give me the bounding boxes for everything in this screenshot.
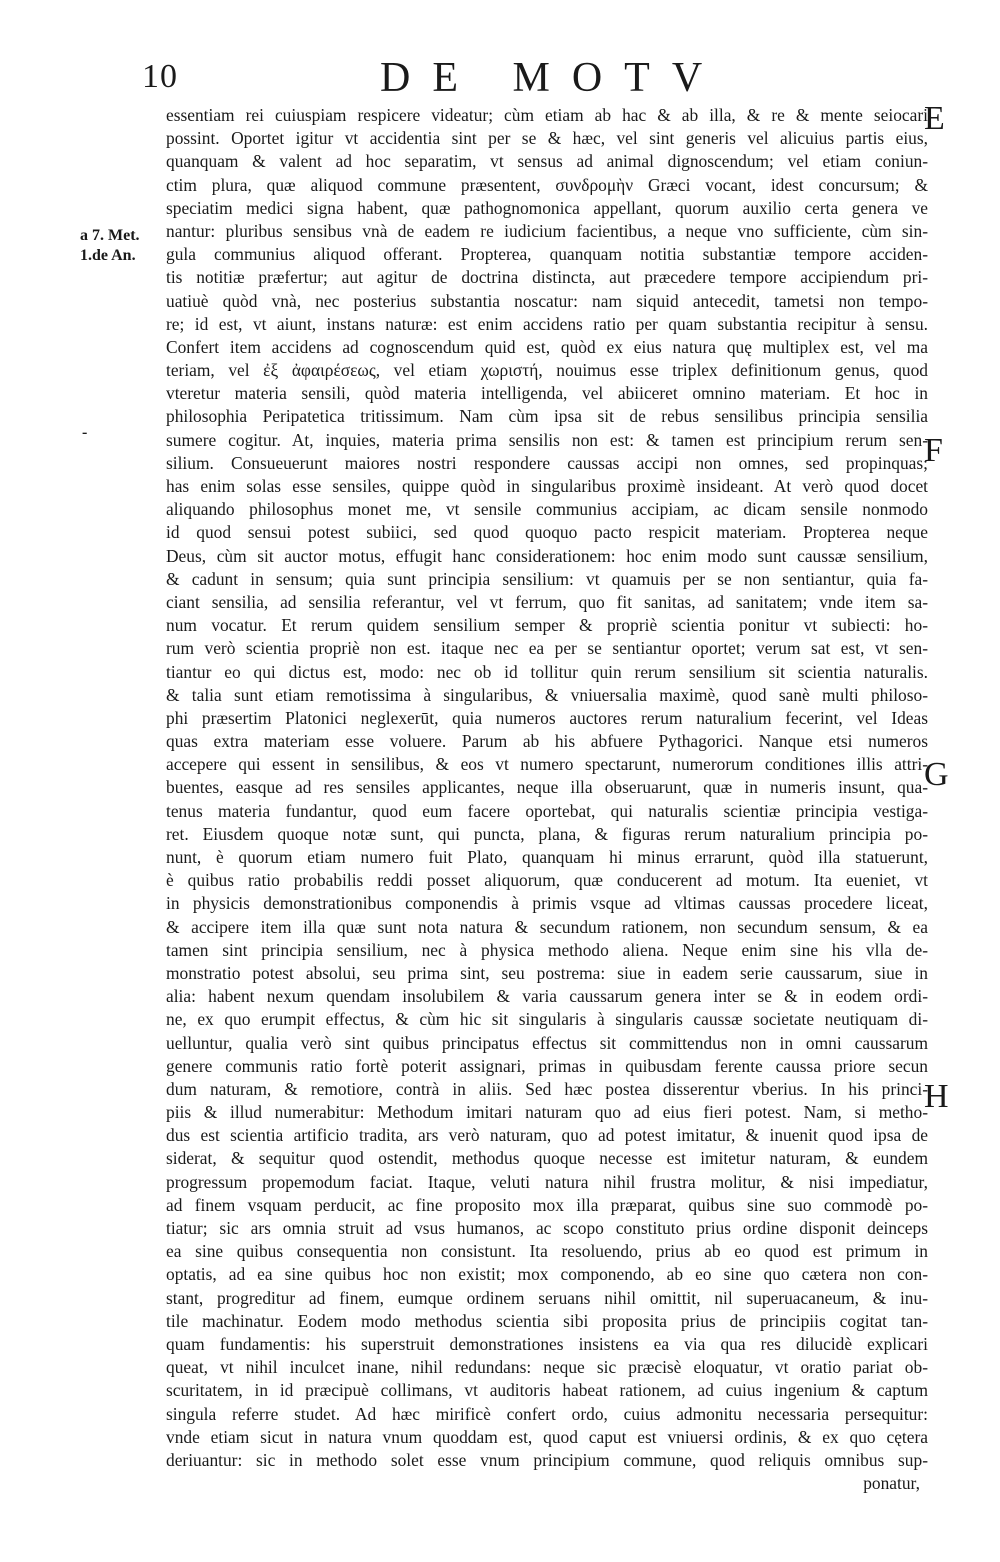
text-line: teriam, vel ἐξ ἀφαιρέσεως, vel etiam χωριστή, nouimus esse triplex definitionum genus, quod xyxy=(166,360,928,381)
text-line: re; id est, vt aiunt, instans naturæ: est enim accidens ratio per quam substantia recipitur à sensu. xyxy=(166,313,928,334)
text-line: progressum propemodum faciat. Itaque, veluti natura nihil frustra molitur, & nisi impediatur, xyxy=(166,1171,928,1192)
text-line: tile machinatur. Eodem modo methodus scientia sibi proposita prius de principiis cogitat tan- xyxy=(166,1310,928,1331)
text-line: vnde etiam sicut in natura vnum quoddam est, quod caput est vniuersi ordinis, & ex quo cętera xyxy=(166,1426,928,1447)
margin-note: 1.de An. xyxy=(80,247,136,264)
page-number: 10 xyxy=(142,58,178,95)
text-line: silium. Consueuerunt maiores nostri respondere caussas accipi non omnes, sed propinquas; xyxy=(166,452,928,473)
text-line: gula communius aliquod offerant. Propterea, quanquam notitia substantiæ tempore acciden- xyxy=(166,244,928,265)
text-line: & talia sunt etiam remotissima à singularibus, & vniuersalia maximè, quod sanè multi philoso- xyxy=(166,684,928,705)
body-text xyxy=(166,104,928,1495)
section-marker-e: E xyxy=(924,100,945,137)
text-line: has enim solas esse sensiles, quippe quòd in singularibus proximè insideant. At verò quod docet xyxy=(166,476,928,496)
text-line: ne, ex quo erumpit effectus, & cùm hic sit singularis à singularis caussæ societate neutiquam di- xyxy=(166,1009,928,1030)
section-marker-h: H xyxy=(924,1078,949,1115)
text-line: piis & illud numerabitur: Methodum imitari naturam quo ad eius fieri potest. Nam, si metho- xyxy=(166,1102,928,1123)
margin-dash: - xyxy=(82,424,88,441)
text-line: ret. Eiusdem quoque notæ sunt, qui puncta, plana, & figuras rerum naturalium principia po- xyxy=(166,823,928,844)
text-line: tis notitiæ præfertur; aut agitur de doctrina distincta, aut præcedere tempore accipiendum pri- xyxy=(166,267,928,288)
text-line: tamen sint principia sensilium, nec à physica methodo aliena. Neque enim sine his vlla de- xyxy=(166,939,928,960)
text-line: ea sine quibus consequentia non consistunt. Ita resoluendo, prius ab eo quod est primum in xyxy=(166,1241,928,1262)
text-line: in physicis demonstrationibus componendis à primis vsque ad vltimas caussas procedere liceat, xyxy=(166,893,928,914)
text-line: ponatur, xyxy=(863,1473,920,1494)
text-line: vteretur materia sensili, quòd materia intelligenda, vel abiiceret omnino materiam. Et hoc in xyxy=(166,383,928,404)
text-line: dus est scientia artificio tradita, ars verò naturam, quo ad potest imitatur, & inuenit quod ipsa de xyxy=(166,1125,928,1146)
text-line: ctim plura, quæ aliquod commune præsentent, συνδρομὴν Græci vocant, idest concursum; & xyxy=(166,174,928,195)
text-line: nantur: pluribus sensibus vnà de eadem re iudicium facientibus, a neque vno sufficiente, cùm sin- xyxy=(166,220,928,241)
text-line: id quod sensui potest subiici, sed quod quoquo pacto respicit materiam. Propterea neque xyxy=(166,522,928,543)
text-line: quam fundamentis: his superstruit demonstrationes insistens ea via qua res dilucidè explicari xyxy=(166,1333,928,1354)
text-line: quas extra materiam esse voluere. Parum ab his abfuere Pythagorici. Nanque etsi numeros xyxy=(166,731,928,752)
text-line: monstratio potest absolui, seu prima sint, seu postrema: siue in eadem serie caussarum, siue in xyxy=(166,962,928,983)
text-line: phi præsertim Platonici neglexerūt, quia numeros auctores rerum naturalium fecerint, vel Ideas xyxy=(166,707,928,728)
text-line: & accipere item illa quæ sunt nota natura & secundum rationem, non secundum sensum, & ea xyxy=(166,916,928,937)
text-line: possint. Oportet igitur vt accidentia sint per se & hæc, vel sint generis vel alicuius partis eius, xyxy=(166,128,928,149)
text-line: ad finem vsquam perducit, ac fine proposito mox illa præparat, quibus sine suo commodè po- xyxy=(166,1194,928,1215)
text-line: aliquando philosophus monet me, vt sensile communius accipiam, ac dicam sensile nonmodo xyxy=(166,499,928,520)
text-line: tiantur eo qui dictus est, modo: nec ob id tollitur quin rerum sensilium sit scientia naturalis. xyxy=(166,661,928,682)
text-line: queat, vt nihil inculcet inane, nihil redundans: neque sic præcisè eloquatur, vt oratio pariat ob- xyxy=(166,1357,928,1378)
text-line: scuritatem, in id præcipuè collimans, vt auditoris habeat rationem, ad cuius ingenium & captum xyxy=(166,1380,928,1401)
text-line: Confert item accidens ad cognoscendum quid est, quòd ex eius natura quę multiplex est, vel ma xyxy=(166,336,928,357)
text-line: dum naturam, & remotiore, contrà in aliis. Sed hæc postea disserentur vberius. In his princi- xyxy=(166,1078,928,1099)
text-line: genere communis ratio fortè poterit assignari, primas in quibusdam ferente caussa priore secun xyxy=(166,1055,928,1076)
text-line: philosophia Peripatetica tritissimum. Nam cùm ipsa sit de rebus sensilibus principia sensilia xyxy=(166,406,928,427)
text-line: Deus, cùm sit auctor motus, effugit hanc considerationem: hoc enim modo sunt caussæ sensilium, xyxy=(166,545,928,566)
running-head: DE MOTV xyxy=(380,55,725,101)
text-line: & cadunt in sensum; quia sunt principia sensilium: vt quamuis per se non sentiantur, quia fa- xyxy=(166,568,928,589)
text-line: rum verò scientia propriè non est. itaque nec ea per se sentiantur oportet; verum sat est, vt sen- xyxy=(166,638,928,659)
text-line: nunt, è quorum etiam numero fuit Plato, quanquam hi minus errarunt, quòd illa statuerunt, xyxy=(166,847,928,867)
text-line: optatis, ad ea sine quibus hoc non existit; mox componendo, ab eo sine quo cætera non con- xyxy=(166,1264,928,1285)
text-line: singula referre studet. Ad hæc mirificè confert ordo, cuius admonitu necessaria persequitur: xyxy=(166,1403,928,1424)
text-line: buentes, easque ad res sensiles applicantes, neque illa obseruarunt, quæ in numeris insunt, qua- xyxy=(166,777,928,798)
text-line: tiatur; sic ars omnia struit ad vsus humanos, ac scopo constituto prius ordine disponit deinceps xyxy=(166,1218,928,1238)
section-marker-f: F xyxy=(924,432,943,469)
text-line: deriuantur: sic in methodo solet esse vnum principium commune, quod reliquis omnibus sup- xyxy=(166,1449,928,1470)
text-line: sumere cogitur. At, inquies, materia prima sensilis non est: & tamen est principium rerum sen- xyxy=(166,429,928,450)
text-line: stant, progreditur ad finem, eumque ordinem seruans nihil omittit, nil superuacaneum, & inu- xyxy=(166,1287,928,1308)
text-line: ciant sensilia, ad sensilia referantur, vel vt ferrum, quo fit sanitas, ad sanitatem; vnde item sa- xyxy=(166,591,928,612)
text-line: quanquam & valent ad hoc separatim, vt sensus ad animal dignoscendum; vel etiam coniun- xyxy=(166,151,928,172)
section-marker-g: G xyxy=(924,756,949,793)
text-line: essentiam rei cuiuspiam respicere videatur; cùm etiam ab hac & ab illa, & re & mente seiocari xyxy=(166,105,928,125)
text-line: siderat, & sequitur quod ostendit, methodus quoque necesse est imitetur naturam, & eundem xyxy=(166,1148,928,1169)
text-line: accepere qui essent in sensilibus, & eos vt numero spectarunt, numerorum conditiones illis attri- xyxy=(166,754,928,775)
margin-note: a 7. Met. xyxy=(80,227,140,244)
text-line: uatiuè quòd vnà, nec posterius substantia noscatur: nam siquid antecedit, tametsi non tempo- xyxy=(166,290,928,311)
text-line: speciatim medici signa habent, quæ pathognomonica appellant, quorum auxilio certa genera ve xyxy=(166,197,928,218)
text-line: è quibus ratio probabilis reddi posset aliquorum, quæ conducerent ad motum. Ita eueniet, vt xyxy=(166,870,928,891)
text-line: uelluntur, qualia verò sint quibus principatus effectus sit committendus non in omni caussarum xyxy=(166,1032,928,1053)
text-line: tenus materia fundantur, quod eum facere oportebat, qui naturalis scientiæ principia vestiga- xyxy=(166,800,928,821)
text-line: alia: habent nexum quendam insolubilem & varia caussarum genera inter se & in eodem ordi- xyxy=(166,986,928,1007)
text-line: num vocatur. Et rerum quidem sensilium semper & propriè scientia ponitur vt subiecti: ho- xyxy=(166,615,928,636)
